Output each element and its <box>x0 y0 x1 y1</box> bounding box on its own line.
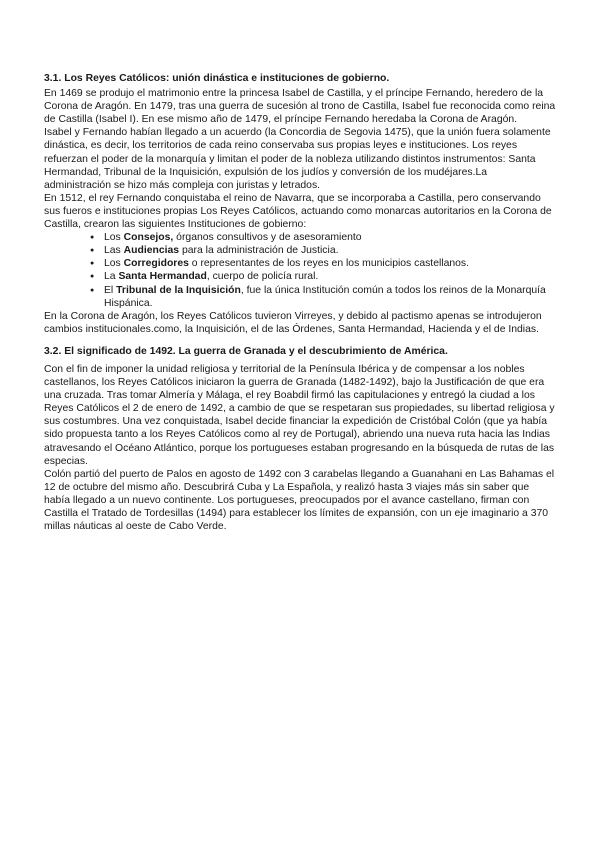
section-1-paragraph-2: Isabel y Fernando habían llegado a un acuerdo (la Concordia de Segovia 1475), que la unión fuera solamente dinástica, es decir, los territorios de cada reino conservaba sus propias leyes e instituciones. Los reyes refuerzan el poder de la monarquía y limitan el poder de la nobleza utilizando distintos instrumentos: Santa Hermandad, Tribunal de la Inquisición, expulsión de los judíos y conversión de los mudéjares.La administración se hizo más compleja con juristas y letrados. <box>44 127 551 191</box>
section-1-paragraph-4: En la Corona de Aragón, los Reyes Católicos tuvieron Virreyes, y debido al pactismo apenas se introdujeron cambios institucionales.como, la Inquisición, el de las Órdenes, Santa Hermandad, Hacienda y el de Indias. <box>44 310 542 335</box>
item-bold-text: Consejos, <box>123 232 174 244</box>
list-item <box>104 270 556 283</box>
section-1-paragraph-1: En 1469 se produjo el matrimonio entre la princesa Isabel de Castilla, y el príncipe Fernando, heredero de la Corona de Aragón. En 1479, tras una guerra de sucesión al trono de Castilla, Isabel fue reconocida como reina de Castilla (Isabel I). En ese mismo año de 1479, el príncipe Fernando heredaba la Corona de Aragón. <box>44 88 556 126</box>
item-text: La <box>104 271 119 283</box>
section-1-paragraph-3: En 1512, el rey Fernando conquistaba el reino de Navarra, que se incorporaba a Castilla, pero conservando sus fueros e instituciones propias Los Reyes Católicos, actuando como monarcas autoritarios en la Corona de Castilla, crearon las siguientes Instituciones de gobierno: <box>44 192 552 231</box>
item-bold-text: Audiencias <box>123 245 180 257</box>
item-bold-text: Tribunal de la Inquisición <box>116 284 241 296</box>
item-text: , cuerpo de policía rural. <box>206 271 319 283</box>
section-2-title: 3.2. El significado de 1492. La guerra de Granada y el descubrimiento de América. <box>44 345 448 357</box>
list-item <box>104 257 556 270</box>
item-text: Los <box>104 232 124 244</box>
section-2-paragraph-1: Con el fin de imponer la unidad religiosa y territorial de la Península Ibérica y de compensar a los nobles castellanos, los Reyes Católicos iniciaron la guerra de Granada (1482-1492), bajo la Justificación de que era una cruzada. Tras tomar Almería y Málaga, el rey Boabdil firmó las capitulaciones y entregó la ciudad a los Reyes Católicos el 2 de enero de 1492, a cambio de que se respetaran sus propiedades, su libertad religiosa y sus costumbres. Una vez conquistada, Isabel decide financiar la expedición de Cristóbal Colón (que ya había sido propuesta tanto a los Reyes Católicos como al rey de Portugal), abriendo una nueva ruta hacia las Indias atravesando el Océano Atlántico, porque los portugueses estaban progresando en la búsqueda de rutas de las especias. <box>44 363 555 467</box>
item-bold-text: Corregidores <box>123 258 189 270</box>
item-bold-text: Santa Hermandad <box>118 271 207 283</box>
list-item <box>104 284 556 310</box>
item-text: El <box>104 284 117 296</box>
list-item <box>104 231 556 244</box>
item-text: para la administración de Justicia. <box>179 245 339 257</box>
section-1-title: 3.1. Los Reyes Católicos: unión dinástica e instituciones de gobierno. <box>44 73 390 84</box>
item-text: Los <box>104 258 124 270</box>
institutions-list <box>44 231 556 310</box>
item-text: órganos consultivos y de asesoramiento <box>173 232 362 244</box>
list-item <box>104 244 556 257</box>
item-text: o representantes de los reyes en los municipios castellanos. <box>188 258 470 270</box>
item-text: Las <box>104 245 124 257</box>
section-2-paragraph-2: Colón partió del puerto de Palos en agosto de 1492 con 3 carabelas llegando a Guanahani en Las Bahamas el 12 de octubre del mismo año. Descubrirá Cuba y La Española, y realizó hasta 3 viajes más sin saber que había llegado a un nuevo continente. Los portugueses, preocupados por el avance castellano, firman con Castilla el Tratado de Tordesillas (1494) para establecer los límites de expansión, con un eje imaginario a 370 millas náuticas al oeste de Cabo Verde. <box>44 468 555 533</box>
item-text: , fue la única Institución común a todos los reinos de la Monarquía Hispánica. <box>104 284 546 309</box>
